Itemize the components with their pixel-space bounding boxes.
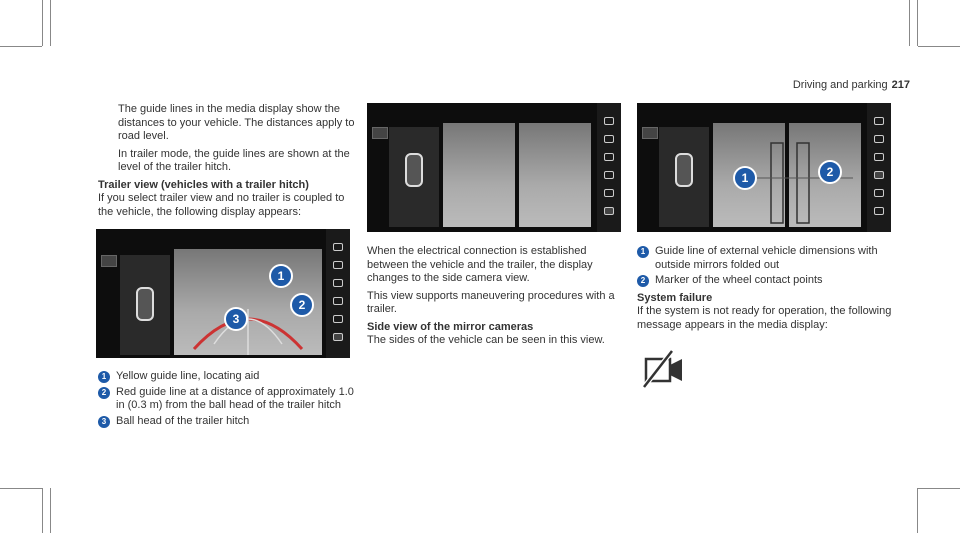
view-icon <box>874 171 884 179</box>
menu-icon <box>101 255 117 267</box>
list-text: Marker of the wheel contact points <box>655 274 823 286</box>
mirror-icon <box>604 189 614 197</box>
bullet: 1 <box>98 371 110 383</box>
section-title: Driving and parking <box>792 79 888 91</box>
vehicle-icon <box>675 153 693 187</box>
bullet: 2 <box>98 387 110 399</box>
view-icon <box>333 297 343 305</box>
left-mirror-camera <box>443 123 515 227</box>
page-number: 217 <box>891 79 910 91</box>
paragraph: The sides of the vehicle can be seen in this view. <box>367 334 605 346</box>
crop-mark <box>918 46 960 47</box>
list-text: Red guide line at a distance of approximately 1.0 in (0.3 m) from the ball head of the trailer hitch <box>116 385 354 411</box>
paragraph: In trailer mode, the guide lines are shown at the level of the trailer hitch. <box>118 147 350 173</box>
vehicle-icon <box>405 153 423 187</box>
mirror-icon <box>874 189 884 197</box>
trailer-icon <box>333 279 343 287</box>
bullet: 3 <box>98 416 110 428</box>
crop-mark <box>42 0 43 46</box>
camera-icon <box>333 243 343 251</box>
hitch-icon <box>874 207 884 215</box>
menu-icon <box>642 127 658 139</box>
page-header <box>793 79 910 91</box>
marker-2: 2 <box>290 293 314 317</box>
trailer-view-screenshot <box>96 229 350 358</box>
list-item <box>98 386 356 413</box>
hitch-icon <box>604 207 614 215</box>
section-heading: Side view of the mirror cameras <box>367 320 534 333</box>
bullet: 2 <box>637 275 649 287</box>
list-text: Guide line of external vehicle dimensions with outside mirrors folded out <box>655 245 878 271</box>
car-icon <box>874 135 884 143</box>
marker-1: 1 <box>269 264 293 288</box>
crop-mark <box>917 0 918 46</box>
list-item <box>637 245 895 272</box>
column-2 <box>367 245 625 352</box>
crop-mark <box>0 488 42 489</box>
marker-2: 2 <box>818 160 842 184</box>
trailer-icon <box>604 153 614 161</box>
camera-off-icon <box>642 347 688 389</box>
paragraph: When the electrical connection is established between the vehicle and the trailer, the display changes to the side camera view. <box>367 245 593 284</box>
crop-mark <box>918 488 960 489</box>
car-icon <box>604 135 614 143</box>
paragraph: If the system is not ready for operation, the following message appears in the media display: <box>637 305 892 331</box>
section-heading: Trailer view (vehicles with a trailer hitch) <box>98 178 309 191</box>
marker-1: 1 <box>733 166 757 190</box>
mirror-icon <box>333 315 343 323</box>
trailer-icon <box>874 153 884 161</box>
control-sidebar <box>597 103 621 232</box>
right-mirror-camera <box>519 123 591 227</box>
paragraph: The guide lines in the media display show the distances to your vehicle. The distances apply to road level. <box>118 103 355 142</box>
camera-icon <box>874 117 884 125</box>
crop-mark <box>50 0 51 46</box>
legend-1 <box>98 370 356 430</box>
menu-icon <box>372 127 388 139</box>
car-icon <box>333 261 343 269</box>
mirror-camera-screenshot <box>637 103 891 232</box>
list-item <box>98 415 356 429</box>
paragraph: If you select trailer view and no trailer is coupled to the vehicle, the following display appears: <box>98 192 345 218</box>
list-item <box>637 274 895 288</box>
view-icon <box>604 171 614 179</box>
list-item <box>98 370 356 384</box>
marker-3: 3 <box>224 307 248 331</box>
list-text: Yellow guide line, locating aid <box>116 370 260 382</box>
crop-mark <box>0 46 42 47</box>
paragraph: This view supports maneuvering procedures with a trailer. <box>367 289 615 315</box>
side-camera-screenshot <box>367 103 621 232</box>
bullet: 1 <box>637 246 649 258</box>
crop-mark <box>42 488 43 533</box>
control-sidebar <box>326 229 350 358</box>
hitch-icon <box>333 333 343 341</box>
crop-mark <box>917 488 918 533</box>
vehicle-icon <box>136 287 154 321</box>
crop-mark <box>50 488 51 533</box>
list-text: Ball head of the trailer hitch <box>116 414 250 427</box>
column-1 <box>98 103 358 223</box>
column-3 <box>637 245 895 336</box>
control-sidebar <box>867 103 891 232</box>
crop-mark <box>909 0 910 46</box>
section-heading: System failure <box>637 291 713 304</box>
camera-icon <box>604 117 614 125</box>
